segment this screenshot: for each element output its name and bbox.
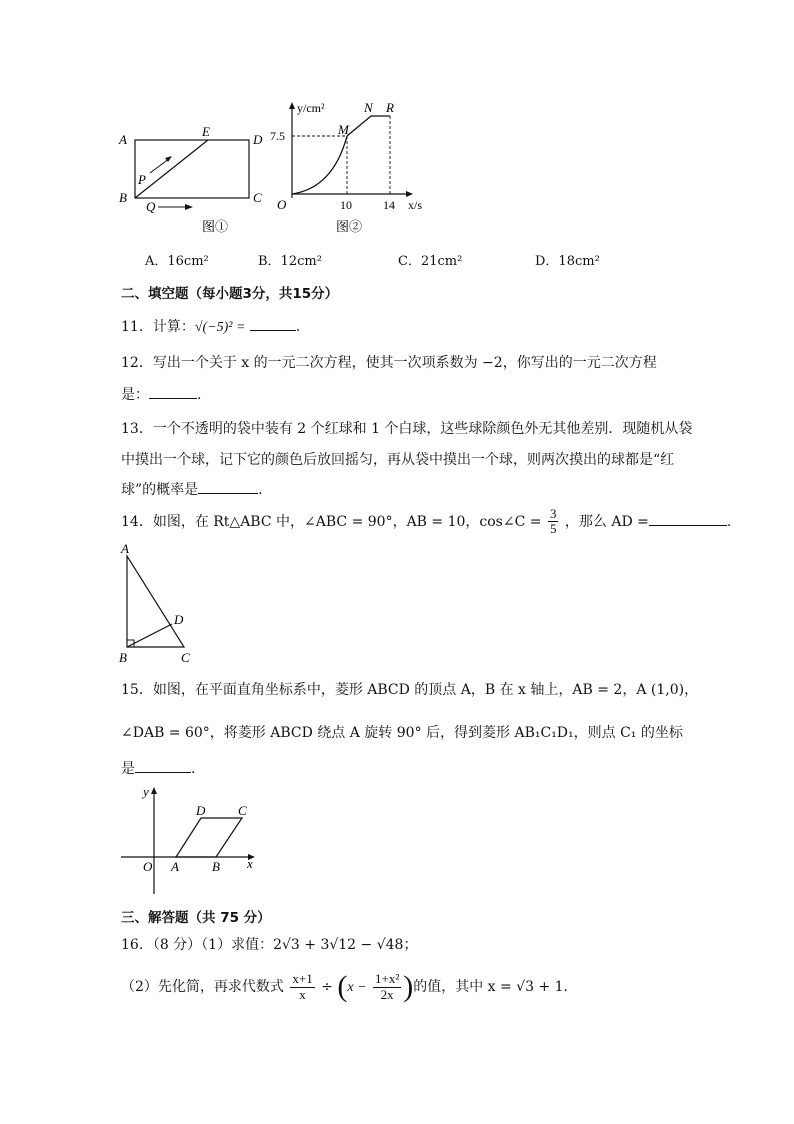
rhombus-abcd <box>176 818 242 857</box>
segment-mnr <box>347 116 390 136</box>
curve-om <box>292 136 347 194</box>
question-11: 11．计算：√(−5)² = . <box>121 316 300 336</box>
fig14-label-c: C <box>181 650 190 665</box>
section-2-heading: 二、填空题（每小题3分，共15分） <box>121 286 339 302</box>
question-16-line-2 <box>121 970 568 1004</box>
fig15-label-x: x <box>247 856 253 871</box>
q14-frac-num: 3 <box>549 506 557 521</box>
q11-answer-blank[interactable] <box>250 316 296 331</box>
arrowhead-q-icon <box>185 204 193 210</box>
label-p: P <box>138 172 146 187</box>
label-n: N <box>364 100 373 115</box>
fig14-label-a: A <box>121 541 129 556</box>
triangle-abc <box>127 556 184 647</box>
q10-option-c: C．21cm² <box>398 254 463 269</box>
q16-part2-text: （2）先化简，再求代数式 <box>121 979 284 995</box>
label-c: C <box>253 190 262 205</box>
q16-fraction-1 <box>290 972 314 1002</box>
q13-line-2: 中摸出一个球，记下它的颜色后放回摇匀，再从袋中摸出一个球，则两次摸出的球都是“红 <box>121 452 675 468</box>
figure-14 <box>115 540 205 668</box>
q15-line-3: 是 <box>121 761 135 777</box>
origin-label: O <box>277 197 287 212</box>
q13-line-3: 球”的概率是 <box>121 482 199 498</box>
q15-answer-blank[interactable] <box>135 758 191 773</box>
question-12-line-2: 是： . <box>121 384 201 404</box>
tick-14: 14 <box>383 198 395 212</box>
label-d: D <box>253 132 263 147</box>
q10-option-d: D．18cm² <box>535 254 600 269</box>
x-arrow-icon <box>406 191 413 197</box>
q16-fraction-2 <box>373 972 401 1002</box>
q16-f2-num: 1+x² <box>374 971 400 987</box>
q14-frac-den: 5 <box>549 521 557 537</box>
label-q: Q <box>146 199 156 214</box>
label-a: A <box>119 132 127 147</box>
q14-text: 14．如图，在 Rt△ABC 中，∠ABC = 90°，AB = 10，cos∠C = <box>121 513 542 530</box>
figure-15 <box>115 780 265 900</box>
q16-divide: ÷ <box>321 979 333 995</box>
q12-line-2: 是： <box>121 387 149 403</box>
label-m: M <box>338 122 349 137</box>
tick-75: 7.5 <box>270 129 285 143</box>
section-3-heading: 三、解答题（共 75 分） <box>121 910 271 926</box>
q16-line-1: 16．（8 分）（1）求值：2√3 + 3√12 − √48； <box>121 937 418 953</box>
q12-line-1: 12．写出一个关于 x 的一元二次方程，使其一次项系数为 −2，你写出的一元二次方程 <box>121 355 657 371</box>
question-14: 14．如图，在 Rt△ABC 中，∠ABC = 90°，AB = 10，cos∠C = $\frac{3}{5}$ ，那么 AD = . <box>121 506 732 537</box>
y-arrow-icon <box>289 102 295 109</box>
q13-line-1: 13．一个不透明的袋中装有 2 个红球和 1 个白球，这些球除颜色外无其他差别．现随机从袋 <box>121 421 693 437</box>
q16-f1-den: x <box>299 986 306 1002</box>
q16-f2-den: 2x <box>380 986 394 1002</box>
figure-2 <box>268 98 428 238</box>
fig15-label-b: B <box>212 859 220 874</box>
question-15-line-3: 是 . <box>121 758 195 778</box>
rectangle-abcd <box>135 140 249 198</box>
q10-option-b: B．12cm² <box>258 254 322 269</box>
q15-line-2: ∠DAB = 60°，将菱形 ABCD 绕点 A 旋转 90° 后，得到菱形 AB₁C₁D₁，则点 C₁ 的坐标 <box>121 725 683 741</box>
fig15-label-o: O <box>143 859 153 874</box>
tick-10: 10 <box>340 198 352 212</box>
q16-paren-pre: x − <box>347 980 367 995</box>
fig15-label-c: C <box>238 803 247 818</box>
q10-option-a: A．16cm² <box>145 254 209 269</box>
q16-f1-num: x+1 <box>292 971 313 987</box>
q12-answer-blank[interactable] <box>149 384 197 399</box>
q13-answer-blank[interactable] <box>198 479 258 494</box>
caption-fig1: 图① <box>202 219 229 234</box>
label-r: R <box>386 100 394 115</box>
fig14-label-b: B <box>119 650 127 665</box>
q16-post: 的值，其中 x = √3 + 1. <box>413 979 569 995</box>
fig15-label-a: A <box>171 859 179 874</box>
fig15-label-y: y <box>143 784 149 799</box>
fig14-label-d: D <box>174 612 184 627</box>
x-axis-label: x/s <box>408 198 423 212</box>
q16-paren-open: ( <box>337 970 348 1003</box>
q15-line-1: 15．如图，在平面直角坐标系中，菱形 ABCD 的顶点 A，B 在 x 轴上，AB = 2，A (1,0)， <box>121 682 699 698</box>
y-axis-label: y/cm² <box>297 101 325 115</box>
fig15-y-arrow-icon <box>151 787 157 794</box>
fig15-label-d: D <box>196 803 206 818</box>
q14-fraction <box>548 507 559 537</box>
label-b: B <box>119 190 127 205</box>
q11-expr: √(−5)² = <box>194 320 246 335</box>
label-e: E <box>202 124 210 139</box>
question-13-line-3: 球”的概率是 . <box>121 479 263 499</box>
figure-1 <box>115 122 270 237</box>
q16-paren-close: ) <box>403 970 414 1003</box>
q11-text: 11．计算： <box>121 319 195 335</box>
segment-be <box>135 140 208 198</box>
q14-post: ，那么 AD = <box>564 513 649 530</box>
q14-answer-blank[interactable] <box>649 511 727 526</box>
caption-fig2: 图② <box>336 219 363 234</box>
